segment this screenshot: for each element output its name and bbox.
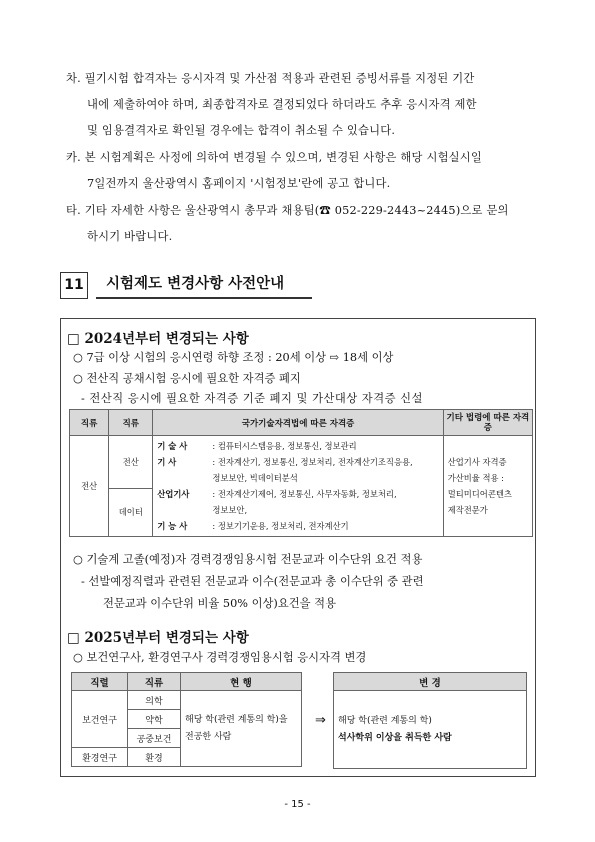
section-number: 11 xyxy=(60,272,88,299)
th-other-cert: 기타 법령에 따른 자격증 xyxy=(443,410,532,436)
cell-current-req: 해당 학(관련 계통의 학)을 전공한 사람 xyxy=(181,691,302,767)
th-national-cert: 국가기술자격법에 따른 자격증 xyxy=(153,410,443,436)
th-current: 현 행 xyxy=(181,673,302,691)
item-researcher: ○ 보건연구사, 환경연구사 경력경쟁임용시험 응시자격 변경 xyxy=(73,651,367,664)
cell-class-data: 데이터 xyxy=(109,488,153,536)
item-cert-sub: - 전산직 응시에 필요한 자격증 기준 폐지 및 가산대상 자격증 신설 xyxy=(81,392,423,405)
cert-row: 정보보안, xyxy=(212,505,248,515)
cell-pharmacy: 약학 xyxy=(128,710,181,729)
changed-table xyxy=(333,672,527,769)
cell-class-jeonsan: 전산 xyxy=(109,436,153,489)
note-cha: 차. 필기시험 합격자는 응시자격 및 가산점 적용과 관련된 증빙서류를 지정된 기간 내에 제출하여야 하며, 최종합격자로 결정되었다 하더라도 추후 응시자격 제한 및 임용결격자로 확인될 경우에는 합격이 취소될 수 있습니다. xyxy=(66,72,477,137)
th-series: 직렬 xyxy=(72,673,128,691)
cell-public-health: 공중보건 xyxy=(128,729,181,748)
cell-cert-list xyxy=(153,436,443,537)
item-vocational-sub2: 전문교과 이수단위 비율 50% 이상)요건을 적용 xyxy=(103,597,336,610)
cell-environment: 환경 xyxy=(128,748,181,767)
cell-changed-req: 해당 학(관련 계통의 학) 석사학위 이상을 취득한 사람 xyxy=(334,691,527,769)
cell-health-research: 보건연구 xyxy=(72,691,128,748)
cert-row: 산업기사 : 전자계산기제어, 정보통신, 사무자동화, 정보처리, xyxy=(157,489,397,499)
item-vocational: ○ 기술계 고졸(예정)자 경력경쟁임용시험 전문교과 이수단위 요건 적용 xyxy=(73,553,423,566)
page-number: - 15 - xyxy=(284,799,311,810)
item-vocational-sub1: - 선발예정직렬과 관련된 전문교과 이수(전문교과 총 이수단위 중 관련 xyxy=(81,575,424,588)
th-changed: 변 경 xyxy=(334,673,527,691)
current-table xyxy=(71,672,302,767)
arrow-icon: ⇒ xyxy=(315,713,326,728)
section-title: 시험제도 변경사항 사전안내 xyxy=(96,270,312,299)
cert-row: 기 능 사 : 정보기기운용, 정보처리, 전자계산기 xyxy=(157,521,349,531)
item-age: ○ 7급 이상 시험의 응시연령 하향 조정 : 20세 이상 ⇨ 18세 이상 xyxy=(73,351,394,364)
cell-medicine: 의학 xyxy=(128,691,181,710)
heading-2024: □ 2024년부터 변경되는 사항 xyxy=(67,331,249,347)
th-series: 직류 xyxy=(70,410,109,436)
heading-2025: □ 2025년부터 변경되는 사항 xyxy=(67,630,249,646)
cert-row: 기 사 : 전자계산기, 정보통신, 정보처리, 전자계산기조직응용, xyxy=(157,457,413,467)
th-class: 직류 xyxy=(128,673,181,691)
note-ta: 타. 기타 자세한 사항은 울산광역시 총무과 채용팀(☎ 052-229-2443~2445)으로 문의 하시기 바랍니다. xyxy=(66,204,509,243)
note-ka: 카. 본 시험계획은 사정에 의하여 변경될 수 있으며, 변경된 사항은 해당 시험실시일 7일전까지 울산광역시 홈페이지 '시험정보'란에 공고 합니다. xyxy=(66,151,483,190)
item-cert: ○ 전산직 공채시험 응시에 필요한 자격증 폐지 xyxy=(73,372,301,385)
changes-box xyxy=(60,318,536,777)
cert-table xyxy=(69,409,533,537)
th-class: 직류 xyxy=(109,410,153,436)
cell-env-research: 환경연구 xyxy=(72,748,128,767)
cell-other-cert: 산업기사 자격증 가산비율 적용 : 멀티미디어콘텐츠 제작전문가 xyxy=(443,436,532,537)
cell-group-jeonsan: 전산 xyxy=(70,436,109,537)
cert-row: 정보보안, 빅데이터분석 xyxy=(212,473,298,483)
cert-row: 기 술 사 : 컴퓨터시스템응용, 정보통신, 정보관리 xyxy=(157,441,357,451)
